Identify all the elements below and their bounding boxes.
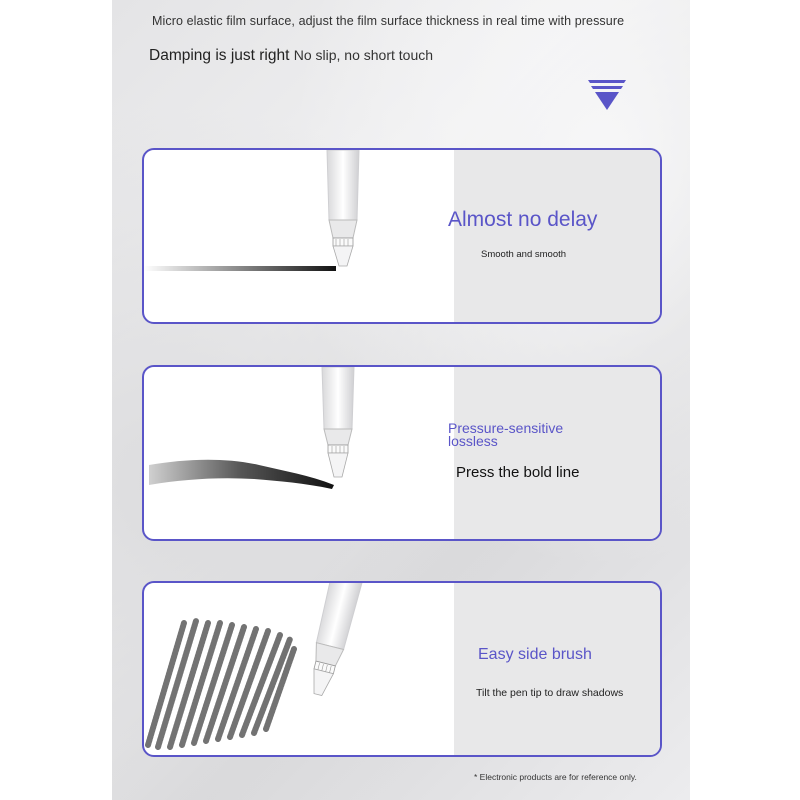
stylus-icon (327, 150, 359, 266)
card-info-panel (454, 367, 660, 539)
stylus-icon (302, 583, 364, 698)
card-description: Press the bold line (456, 464, 580, 481)
product-page (112, 0, 690, 800)
card-description: Tilt the pen tip to draw shadows (476, 687, 624, 699)
down-arrow-icon (588, 80, 626, 112)
card-description: Smooth and smooth (481, 249, 567, 260)
feature-card-side-brush (142, 581, 662, 757)
feature-card-delay (142, 148, 662, 324)
stroke-illustration-pressure (144, 367, 454, 539)
card-title: Almost no delay (448, 208, 598, 231)
feature-card-pressure (142, 365, 662, 541)
stroke-illustration-side-brush (144, 583, 454, 755)
micro-film-text: Micro elastic film surface, adjust the film surface thickness in real time with pressure (152, 14, 625, 28)
headline-sub: No slip, no short touch (293, 47, 434, 63)
card-info-panel (454, 150, 660, 322)
card-title: Pressure-sensitive lossless (448, 420, 564, 449)
stylus-icon (322, 367, 354, 477)
stroke-illustration-delay (144, 150, 454, 322)
card-info-panel (454, 583, 660, 755)
headline (149, 47, 433, 65)
card-title: Easy side brush (478, 646, 592, 663)
headline-main: Damping is just right (149, 47, 290, 64)
disclaimer-note: * Electronic products are for reference only. (474, 772, 637, 782)
